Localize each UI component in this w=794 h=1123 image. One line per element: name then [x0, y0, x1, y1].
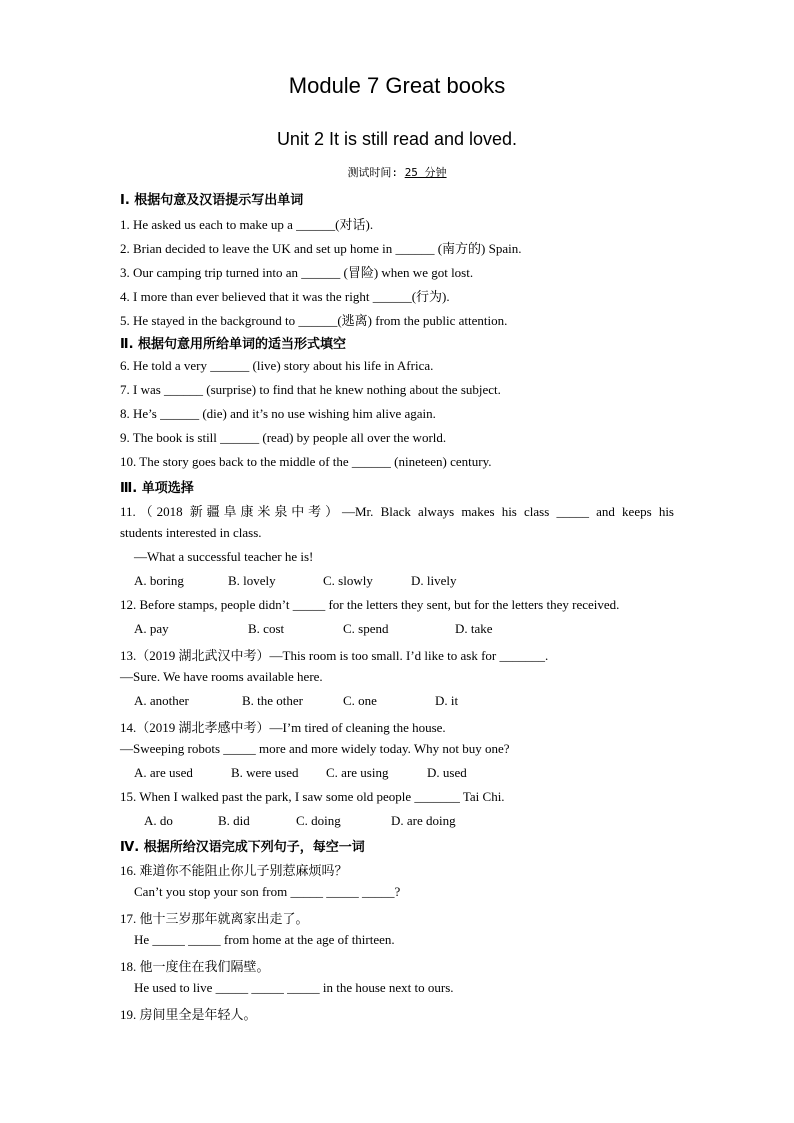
option-14-c: C. are using [326, 765, 389, 780]
question-3: 3. Our camping trip turned into an ______ (冒险) when we got lost. [120, 265, 474, 280]
test-time [0, 164, 794, 180]
option-15-b: B. did [218, 813, 250, 828]
option-13-b: B. the other [242, 693, 304, 708]
question-11-stem: 11.（2018 新疆阜康米泉中考）—Mr. Black always makes his class _____ and keeps his [120, 504, 674, 519]
question-7: 7. I was ______ (surprise) to find that he knew nothing about the subject. [120, 382, 501, 397]
question-16-english: Can’t you stop your son from _____ _____ _____? [134, 884, 401, 899]
question-13-stem: 13.（2019 湖北武汉中考）—This room is too small. I’d like to ask for _______. [120, 648, 549, 663]
question-15-stem: 15. When I walked past the park, I saw some old people _______ Tai Chi. [120, 789, 505, 804]
question-16-chinese: 16. 难道你不能阻止你儿子别惹麻烦吗？ [120, 863, 348, 878]
option-15-a: A. do [144, 813, 173, 828]
option-13-d: D. it [435, 693, 459, 708]
option-12-d: D. take [455, 621, 493, 636]
question-18-english: He used to live _____ _____ _____ in the house next to ours. [134, 980, 454, 995]
question-19-chinese: 19. 房间里全是年轻人。 [120, 1007, 257, 1022]
unit-subtitle: Unit 2 It is still read and loved. [276, 129, 518, 149]
question-11-reply: —What a successful teacher he is! [134, 549, 314, 564]
question-18-chinese: 18. 他一度住在我们隔壁。 [120, 959, 270, 974]
question-10: 10. The story goes back to the middle of the ______ (nineteen) century. [120, 454, 492, 469]
test-time-label: 测试时间: [347, 166, 399, 179]
section-1-heading: Ⅰ. 根据句意及汉语提示写出单词 [120, 193, 304, 208]
option-12-c: C. spend [343, 621, 389, 636]
option-14-a: A. are used [134, 765, 193, 780]
option-14-b: B. were used [231, 765, 299, 780]
question-2: 2. Brian decided to leave the UK and set up home in ______ (南方的) Spain. [120, 241, 522, 256]
question-1: 1. He asked us each to make up a ______(对话). [120, 217, 374, 232]
section-3-heading: Ⅲ. 单项选择 [120, 481, 194, 496]
question-4: 4. I more than ever believed that it was the right ______(行为). [120, 289, 450, 304]
question-9: 9. The book is still ______ (read) by people all over the world. [120, 430, 447, 445]
option-11-c: C. slowly [323, 573, 373, 588]
question-12-stem: 12. Before stamps, people didn’t _____ for the letters they sent, but for the letters they received. [120, 597, 620, 612]
option-13-c: C. one [343, 693, 377, 708]
option-13-a: A. another [134, 693, 189, 708]
question-5: 5. He stayed in the background to ______(逃离) from the public attention. [120, 313, 508, 328]
test-time-value: 25 分钟 [404, 166, 447, 179]
question-11-stem-cont: students interested in class. [120, 525, 262, 540]
section-4-heading: Ⅳ. 根据所给汉语完成下列句子，每空一词 [120, 840, 365, 855]
question-6: 6. He told a very ______ (live) story about his life in Africa. [120, 358, 434, 373]
question-14-stem: 14.（2019 湖北孝感中考）—I’m tired of cleaning the house. [120, 720, 446, 735]
option-11-d: D. lively [411, 573, 457, 588]
page-title: Module 7 Great books [288, 73, 506, 98]
option-12-b: B. cost [248, 621, 285, 636]
question-13-reply: —Sure. We have rooms available here. [120, 669, 323, 684]
question-8: 8. He’s ______ (die) and it’s no use wishing him alive again. [120, 406, 436, 421]
section-2-heading: Ⅱ. 根据句意用所给单词的适当形式填空 [120, 337, 347, 352]
option-15-c: C. doing [296, 813, 341, 828]
question-14-reply: —Sweeping robots _____ more and more widely today. Why not buy one? [120, 741, 510, 756]
option-11-a: A. boring [134, 573, 184, 588]
option-14-d: D. used [427, 765, 467, 780]
option-15-d: D. are doing [391, 813, 456, 828]
option-11-b: B. lovely [228, 573, 276, 588]
question-17-chinese: 17. 他十三岁那年就离家出走了。 [120, 911, 309, 926]
option-12-a: A. pay [134, 621, 169, 636]
question-17-english: He _____ _____ from home at the age of thirteen. [134, 932, 395, 947]
